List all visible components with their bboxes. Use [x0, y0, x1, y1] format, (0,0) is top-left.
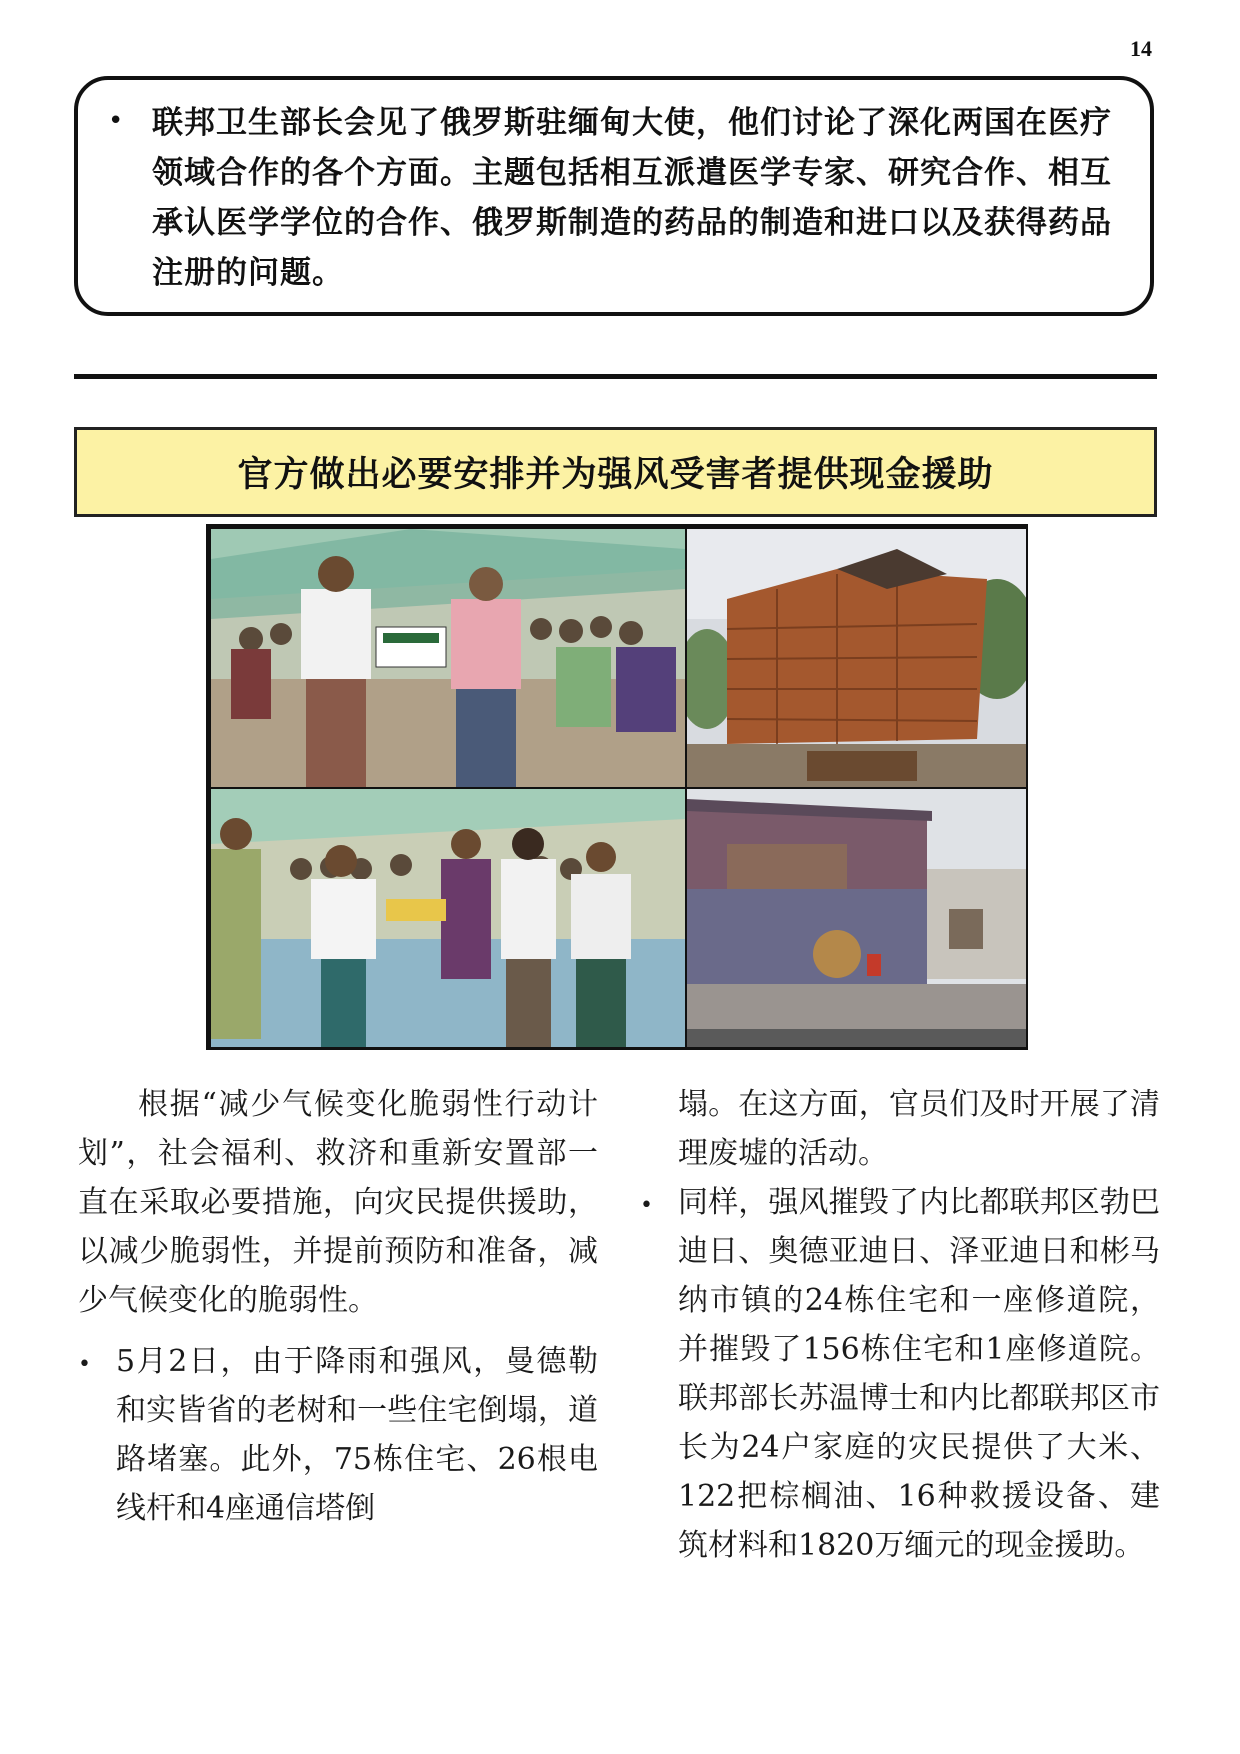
article-bullet-text: 5月2日，由于降雨和强风，曼德勒和实皆省的老树和一些住宅倒塌，道路堵塞。此外，75栋住宅、26根电线杆和4座通信塔倒 [116, 1344, 598, 1526]
article-bullet-item [78, 1337, 598, 1533]
article-left-column [78, 1080, 598, 1533]
news-brief-box [74, 76, 1154, 316]
article-title: 官方做出必要安排并为强风受害者提供现金援助 [237, 455, 994, 495]
bullet-icon: • [78, 1352, 91, 1377]
article-bullet-text: 同样，强风摧毁了内比都联邦区勃巴迪日、奥德亚迪日、泽亚迪日和彬马纳市镇的24栋住宅和一座修道院，并摧毁了156栋住宅和1座修道院。联邦部长苏温博士和内比都联邦区市长为24户家庭的灾民提供了大米、122把棕榈油、16种救援设备、建筑材料和1820万缅元的现金援助。 [678, 1185, 1160, 1563]
article-title-banner [74, 427, 1157, 517]
article-bullet-item [640, 1178, 1160, 1570]
photo-collage [206, 524, 1028, 1050]
article-bullet-text-continued: 塌。在这方面，官员们及时开展了清理废墟的活动。 [678, 1087, 1160, 1171]
article-right-column [640, 1080, 1160, 1570]
photo-damaged-house-2 [687, 789, 1026, 1047]
article-bullet-continuation [640, 1080, 1160, 1178]
section-divider [74, 374, 1157, 379]
bullet-icon: • [640, 1193, 653, 1218]
news-brief-item [108, 98, 1124, 298]
photo-aid-ceremony-2 [211, 789, 685, 1047]
article-intro-paragraph: 根据“减少气候变化脆弱性行动计划”，社会福利、救济和重新安置部一直在采取必要措施，向灾民提供援助，以减少脆弱性，并提前预防和准备，减少气候变化的脆弱性。 [78, 1087, 598, 1318]
photo-damaged-house-1 [687, 529, 1026, 787]
bullet-icon: • [108, 106, 124, 136]
page-number: 14 [1130, 36, 1152, 61]
photo-aid-ceremony-1 [211, 529, 685, 787]
news-brief-text: 联邦卫生部长会见了俄罗斯驻缅甸大使，他们讨论了深化两国在医疗领域合作的各个方面。主题包括相互派遣医学专家、研究合作、相互承认医学学位的合作、俄罗斯制造的药品的制造和进口以及获得药品注册的问题。 [152, 105, 1112, 291]
